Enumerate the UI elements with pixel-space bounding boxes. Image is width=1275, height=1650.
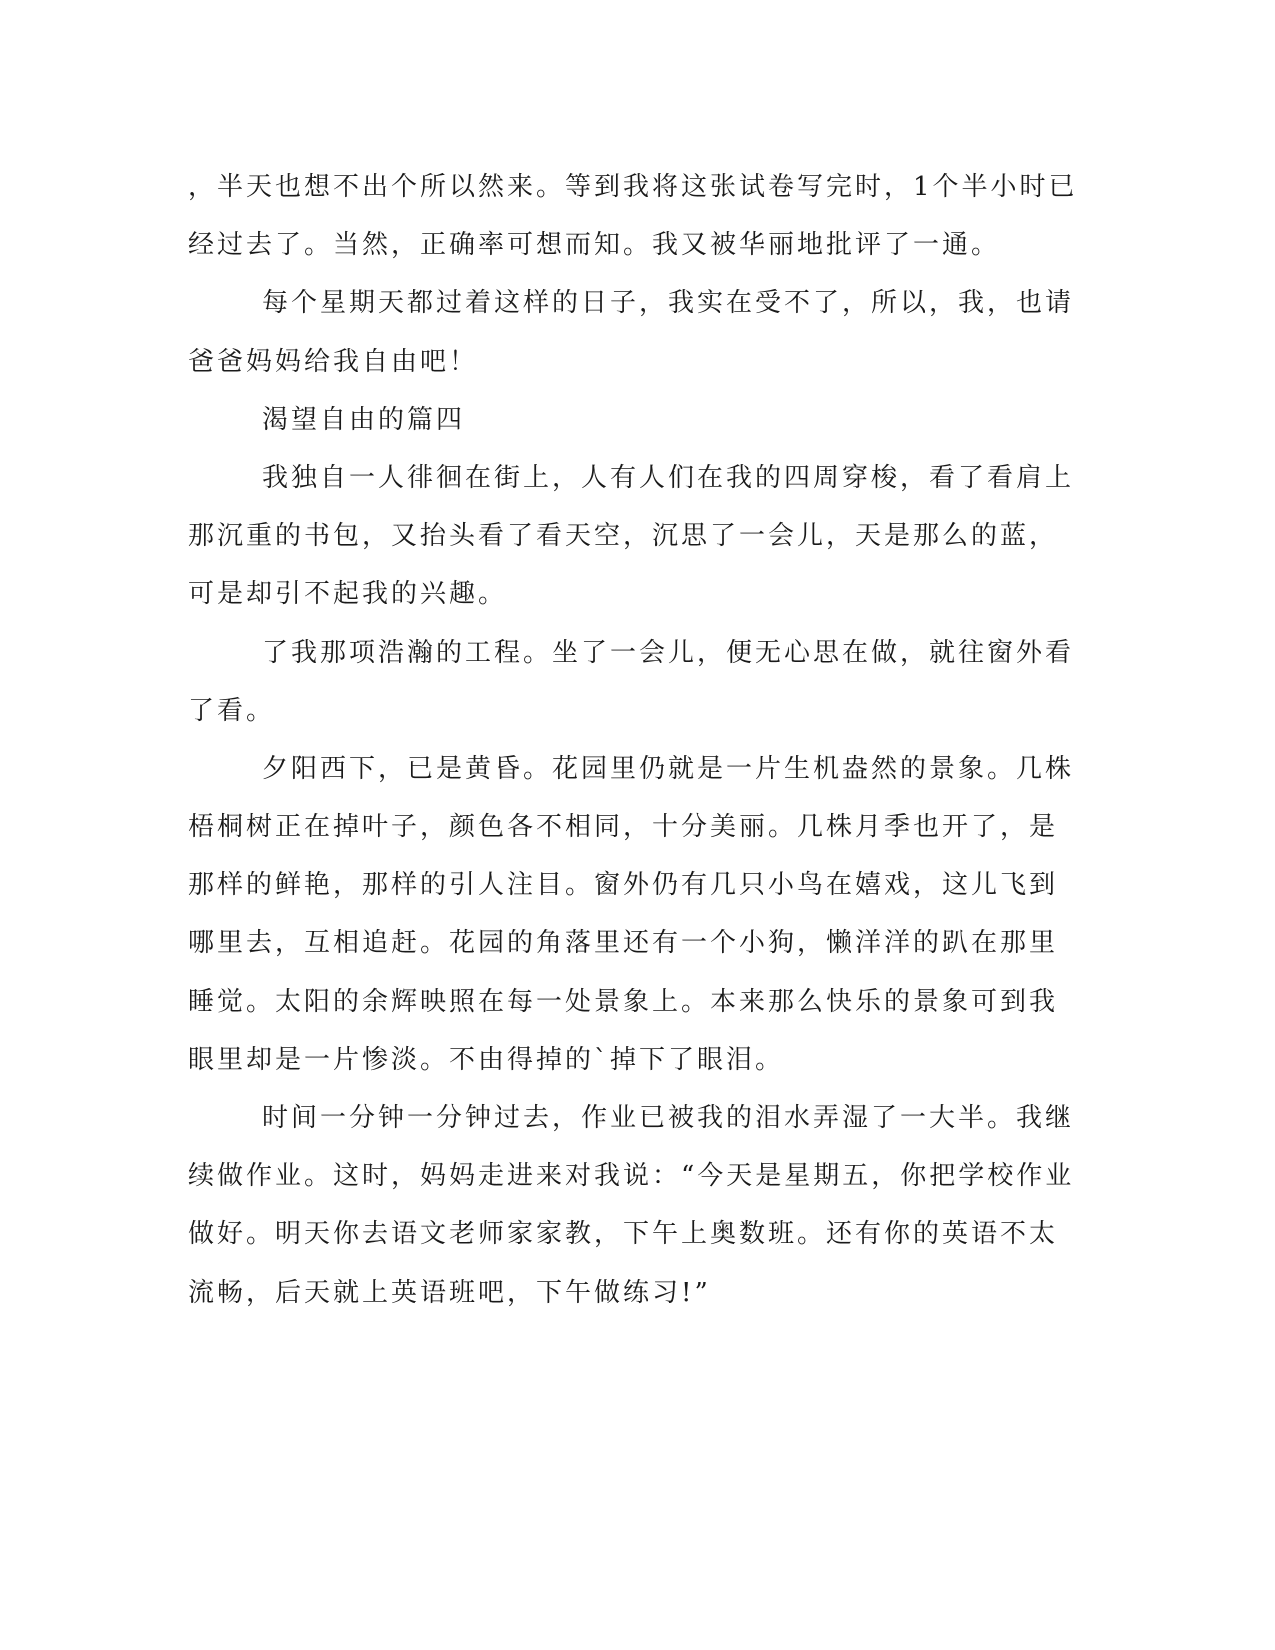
text-line: 可是却引不起我的兴趣。 (188, 579, 508, 610)
text-line: 了看。 (188, 695, 276, 726)
text-line: 梧桐树正在掉叶子，颜色各不相同，十分美丽。几株月季也开了，是 (188, 812, 1059, 843)
text-line: 夕阳西下，已是黄昏。花园里仍就是一片生机盎然的景象。几株 (262, 753, 1075, 784)
text-line: ，半天也想不出个所以然来。等到我将这张试卷写完时，1个半小时已 (188, 172, 1078, 202)
text-line: 时间一分钟一分钟过去，作业已被我的泪水弄湿了一大半。我继 (262, 1103, 1075, 1133)
text-line: 睡觉。太阳的余辉映照在每一处景象上。本来那么快乐的景象可到我 (188, 986, 1059, 1017)
text-line: 流畅，后天就上英语班吧，下午做练习!” (188, 1277, 711, 1308)
text-line: 爸爸妈妈给我自由吧！ (188, 346, 479, 377)
text-line: 那样的鲜艳，那样的引人注目。窗外仍有几只小鸟在嬉戏，这儿飞到 (188, 870, 1059, 901)
text-line: 做好。明天你去语文老师家家教，下午上奥数班。还有你的英语不太 (188, 1219, 1059, 1250)
text-line: 哪里去，互相追赶。花园的角落里还有一个小狗，懒洋洋的趴在那里 (188, 928, 1059, 959)
section-heading: 渴望自由的篇四 (262, 404, 466, 435)
text-line: 经过去了。当然，正确率可想而知。我又被华丽地批评了一通。 (188, 230, 1001, 261)
text-line: 那沉重的书包，又抬头看了看天空，沉思了一会儿，天是那么的蓝， (188, 521, 1059, 552)
text-line: 续做作业。这时，妈妈走进来对我说：“今天是星期五，你把学校作业 (188, 1161, 1075, 1192)
text-line: 了我那项浩瀚的工程。坐了一会儿，便无心思在做，就往窗外看 (262, 637, 1075, 668)
text-line: 眼里却是一片惨淡。不由得掉的`掉下了眼泪。 (188, 1044, 785, 1075)
text-line: 每个星期天都过着这样的日子，我实在受不了，所以，我，也请 (262, 288, 1075, 319)
text-line: 我独自一人徘徊在街上，人有人们在我的四周穿梭，看了看肩上 (262, 462, 1075, 493)
body-text (188, 158, 1078, 1322)
